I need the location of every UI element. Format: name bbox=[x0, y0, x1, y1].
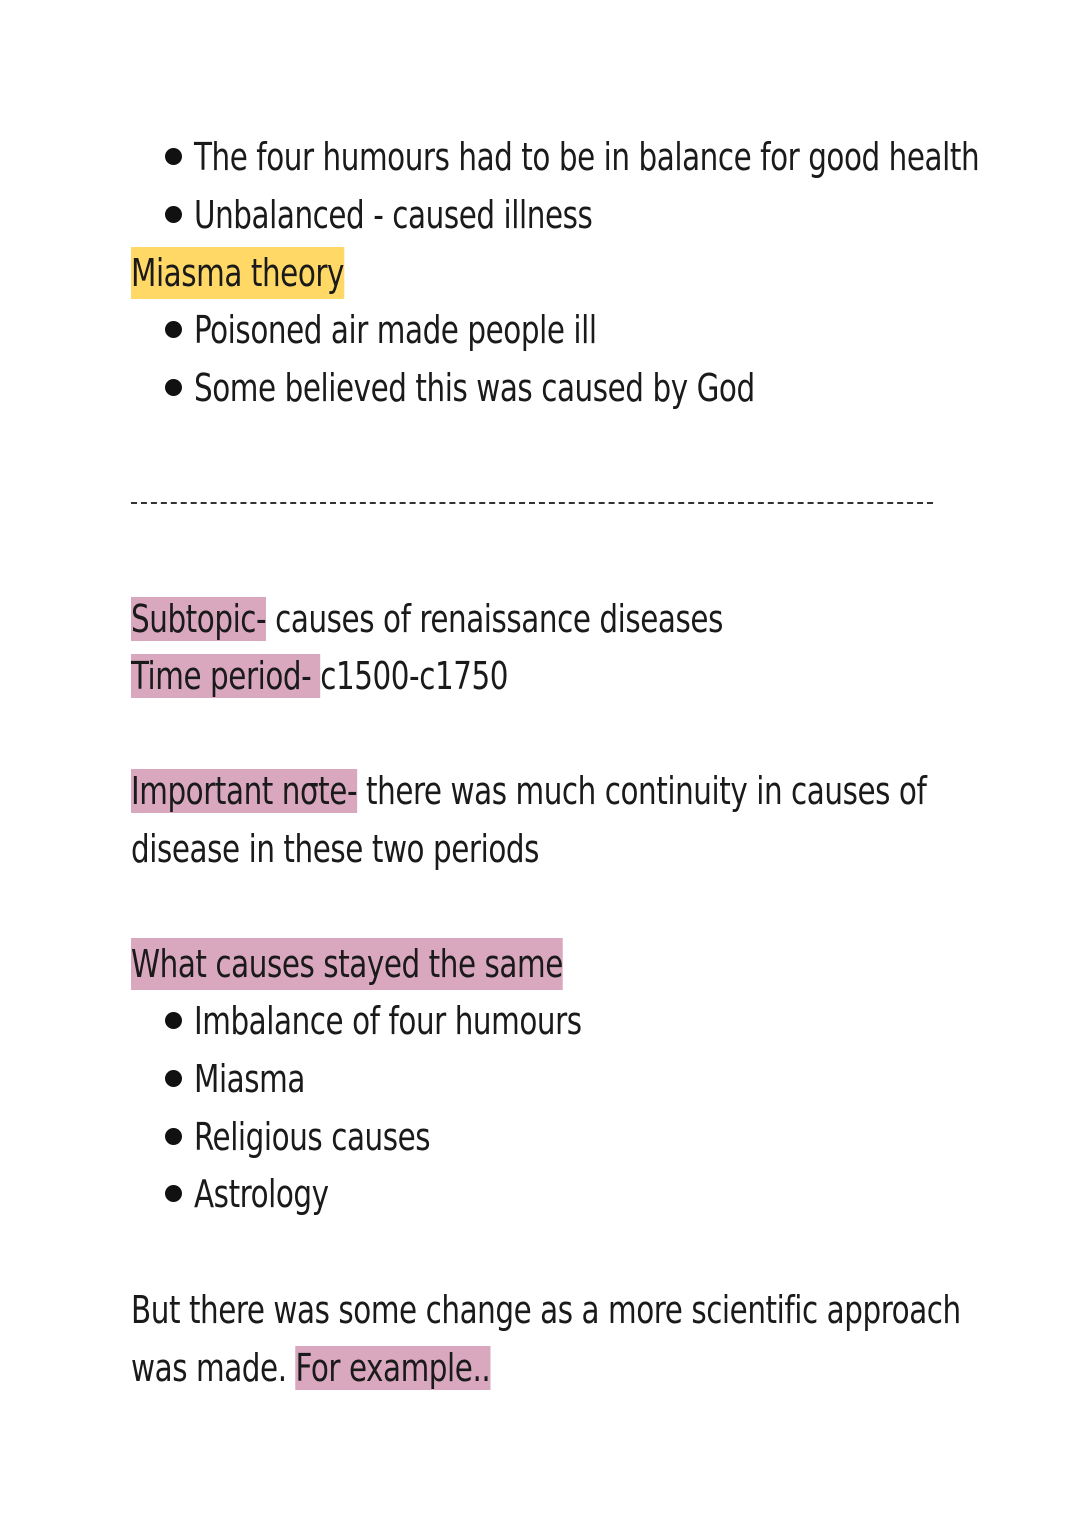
bullet-icon bbox=[165, 1185, 182, 1202]
bullet-icon bbox=[165, 206, 182, 223]
subtopic-line bbox=[131, 593, 819, 645]
same-causes-heading-text: What causes stayed the same bbox=[131, 938, 563, 990]
time-period-line bbox=[131, 650, 569, 702]
bullet-icon bbox=[165, 379, 182, 396]
bullet-icon bbox=[165, 1012, 182, 1029]
humours-bullet-2 bbox=[165, 189, 657, 241]
time-period-label: Time period- bbox=[131, 654, 321, 698]
miasma-heading bbox=[131, 247, 379, 299]
same-causes-bullet-1 bbox=[165, 995, 645, 1047]
bullet-text: Unbalanced - caused illness bbox=[194, 193, 593, 237]
bullet-icon bbox=[165, 1128, 182, 1145]
important-note-label: Important nσte- bbox=[131, 769, 358, 813]
humours-bullet-1 bbox=[165, 131, 1080, 183]
bullet-text: Religious causes bbox=[194, 1115, 431, 1159]
time-period-value: c1500-c1750 bbox=[320, 654, 509, 698]
miasma-bullet-2 bbox=[165, 362, 846, 414]
bullet-icon bbox=[165, 1070, 182, 1087]
for-example-highlight: For example.. bbox=[295, 1346, 491, 1390]
bullet-text: Imbalance of four humours bbox=[194, 999, 582, 1043]
important-note-text-1: there was much continuity in causes of bbox=[357, 769, 927, 813]
section-divider bbox=[131, 502, 933, 504]
important-note-text-2: disease in these two periods bbox=[131, 827, 540, 871]
bullet-icon bbox=[165, 321, 182, 338]
important-note-line-2 bbox=[131, 823, 605, 875]
change-text-1: But there was some change as a more scientific approach bbox=[131, 1288, 961, 1332]
miasma-heading-text: Miasma theory bbox=[131, 247, 344, 299]
bullet-icon bbox=[165, 148, 182, 165]
change-wrap bbox=[131, 1342, 490, 1394]
bullet-text: Poisoned air made people ill bbox=[194, 308, 597, 352]
same-causes-bullet-4 bbox=[165, 1168, 351, 1220]
important-note-line-1 bbox=[131, 765, 1056, 817]
bullet-text: The four humours had to be in balance for good health bbox=[194, 135, 980, 179]
bullet-text: Miasma bbox=[194, 1057, 305, 1101]
subtopic-label: Subtopic- bbox=[131, 597, 267, 641]
same-causes-bullet-2 bbox=[165, 1053, 323, 1105]
time-period-wrap bbox=[131, 650, 508, 702]
change-line-2 bbox=[131, 1342, 549, 1394]
change-text-2: was made. bbox=[131, 1346, 296, 1390]
subtopic-wrap bbox=[131, 593, 723, 645]
same-causes-bullet-3 bbox=[165, 1111, 469, 1163]
same-causes-heading bbox=[131, 938, 633, 990]
miasma-bullet-1 bbox=[165, 304, 662, 356]
bullet-text: Astrology bbox=[194, 1172, 329, 1216]
bullet-text: Some believed this was caused by God bbox=[194, 366, 755, 410]
change-line-1 bbox=[131, 1284, 1080, 1336]
important-note-wrap bbox=[131, 765, 926, 817]
subtopic-value: causes of renaissance diseases bbox=[266, 597, 723, 641]
